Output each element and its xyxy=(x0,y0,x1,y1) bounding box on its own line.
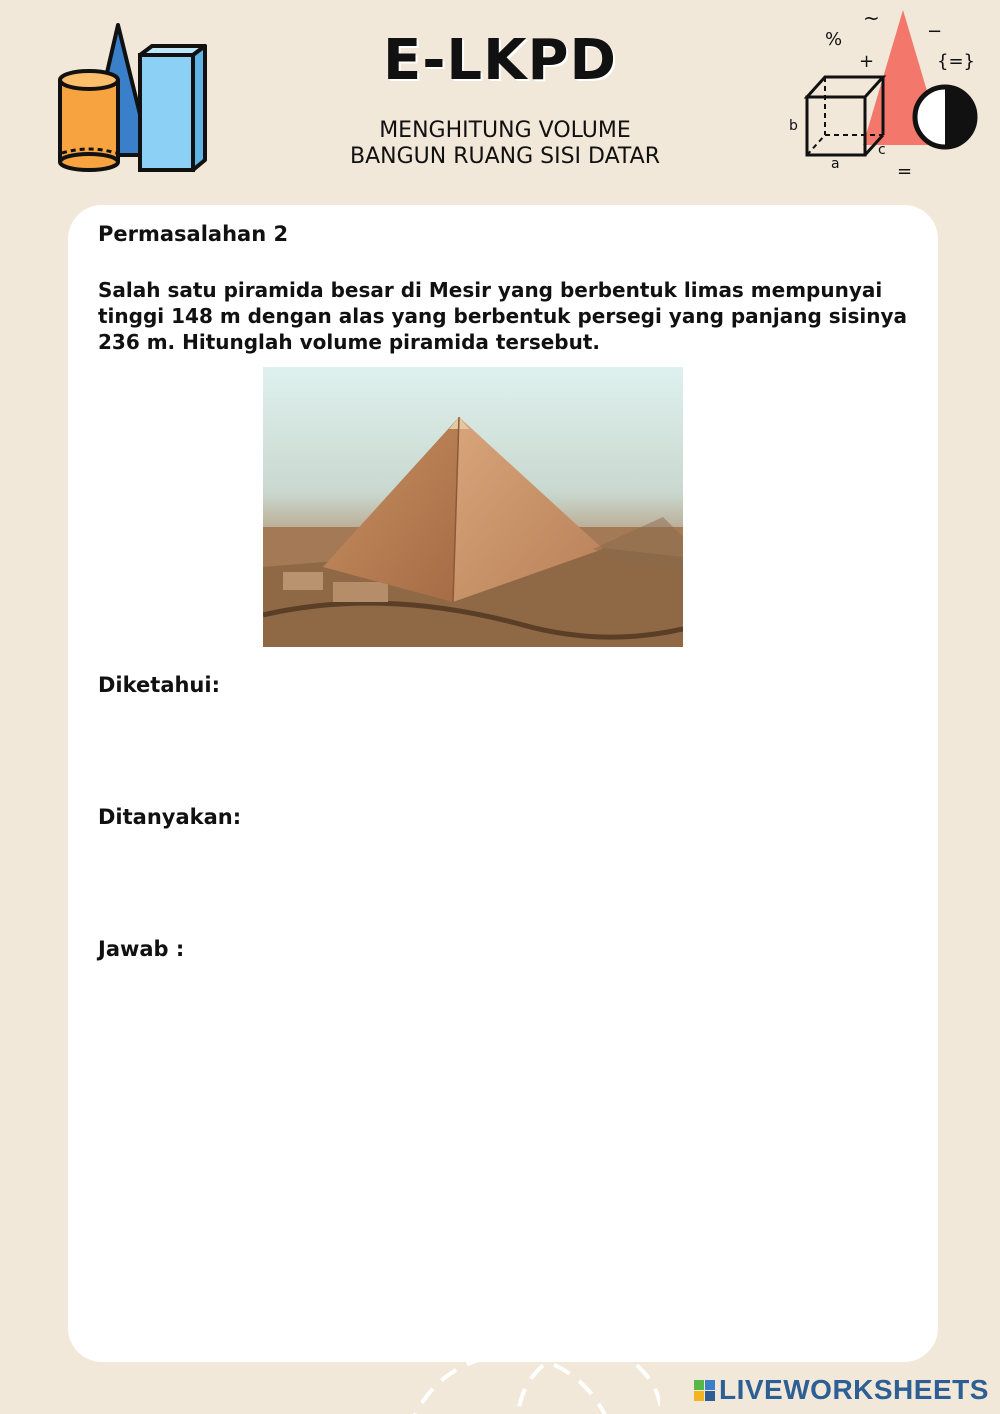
known-label: Diketahui: xyxy=(98,673,220,697)
percent-symbol: % xyxy=(825,29,843,50)
equals-symbol: = xyxy=(897,161,913,182)
braces-symbol: {=} xyxy=(937,51,975,72)
subtitle-line-2: BANGUN RUANG SISI DATAR xyxy=(350,144,660,169)
subtitle-line-1: MENGHITUNG VOLUME xyxy=(379,118,631,143)
plus-symbol: + xyxy=(859,51,875,72)
minus-symbol: − xyxy=(927,21,943,42)
problem-title: Permasalahan 2 xyxy=(98,222,289,246)
liveworksheets-brand[interactable] xyxy=(694,1374,989,1406)
geometric-solids-icon xyxy=(50,20,210,180)
answer-label: Jawab : xyxy=(98,937,185,961)
liveworksheets-text: LIVEWORKSHEETS xyxy=(719,1374,989,1405)
asked-label: Ditanyakan: xyxy=(98,805,242,829)
label-b: b xyxy=(789,118,798,134)
problem-text: Salah satu piramida besar di Mesir yang berbentuk limas mempunyai tinggi 148 m dengan alas yang berbentuk persegi yang panjang sisinya 236 m. Hitunglah volume piramida tersebut. xyxy=(98,278,908,354)
liveworksheets-logo-icon xyxy=(694,1380,715,1401)
page-subtitle xyxy=(250,118,760,170)
label-a: a xyxy=(831,156,840,172)
label-c: c xyxy=(878,142,886,158)
pyramid-photo xyxy=(263,367,683,647)
dashed-circles-decoration xyxy=(380,1350,660,1414)
math-symbols-icon xyxy=(785,5,985,185)
page-title: E-LKPD xyxy=(382,28,618,93)
tilde-symbol: ~ xyxy=(863,6,880,30)
